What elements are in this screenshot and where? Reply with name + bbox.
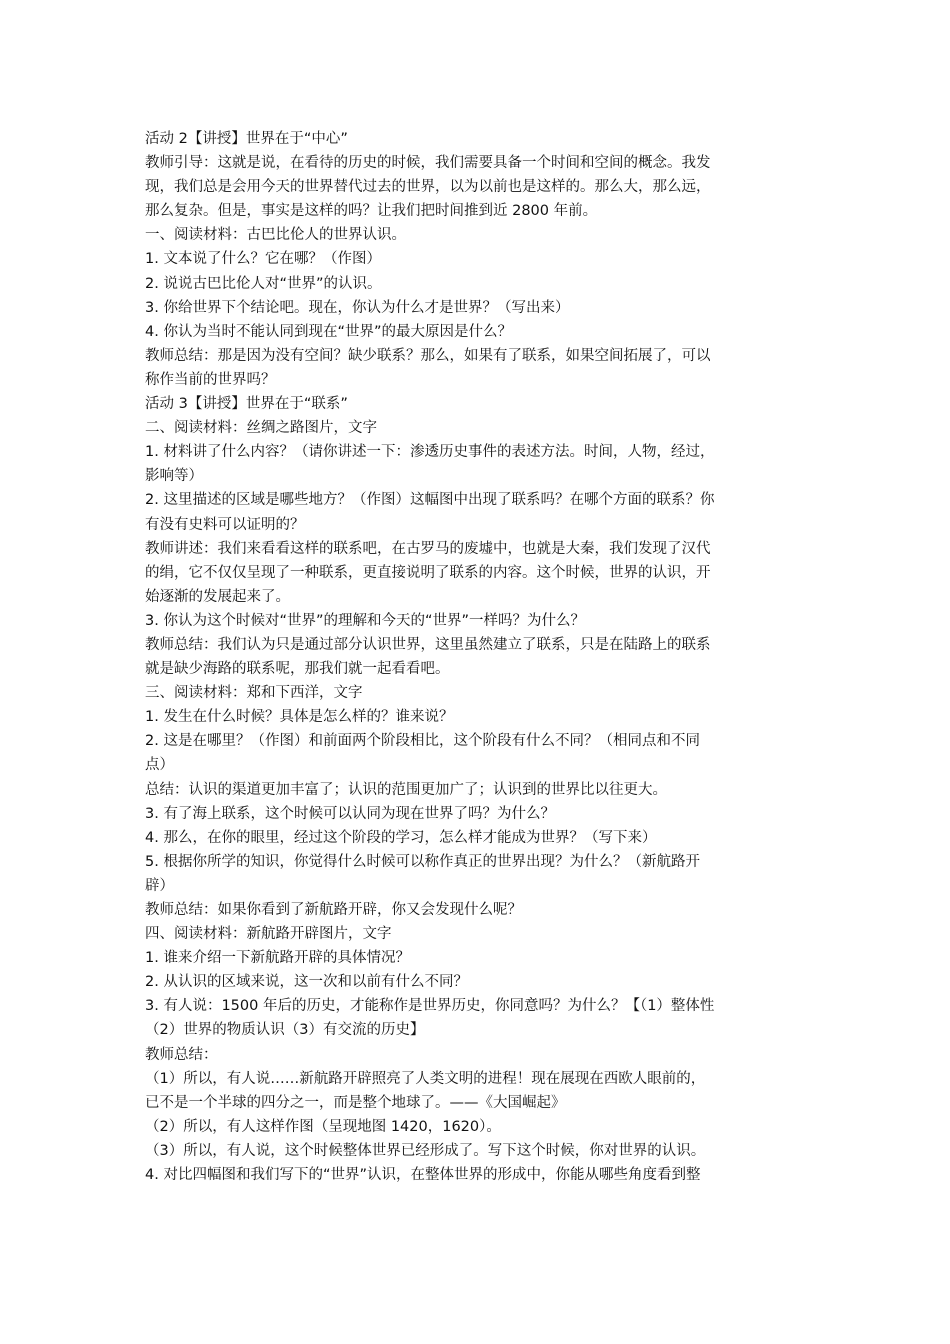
text-line: 2. 从认识的区域来说，这一次和以前有什么不同？ — [145, 974, 468, 991]
document-page — [145, 127, 817, 1187]
text-line: 2. 这是在哪里？（作图）和前面两个阶段相比，这个阶段有什么不同？（相同点和不同 — [145, 733, 700, 750]
text-line: 2. 说说古巴比伦人对“世界”的认识。 — [145, 275, 382, 292]
text-line: 3. 有人说：1500 年后的历史，才能称作是世界历史，你同意吗？为什么？【（1）整体性 — [145, 998, 715, 1015]
text-line: 3. 有了海上联系，这个时候可以认同为现在世界了吗？为什么？ — [145, 805, 555, 822]
text-line: 教师引导：这就是说，在看待的历史的时候，我们需要具备一个时间和空间的概念。我发 — [145, 155, 711, 172]
text-line: 3. 你认为这个时候对“世界”的理解和今天的“世界”一样吗？为什么？ — [145, 612, 585, 629]
text-line: 1. 谁来介绍一下新航路开辟的具体情况？ — [145, 950, 410, 967]
text-line: 教师总结：如果你看到了新航路开辟，你又会发现什么呢？ — [145, 902, 522, 918]
text-line: 教师总结：那是因为没有空间？缺少联系？那么，如果有了联系，如果空间拓展了，可以 — [145, 347, 711, 364]
text-line: 3. 你给世界下个结论吧。现在，你认为什么才是世界？（写出来） — [145, 299, 570, 316]
text-line: 5. 根据你所学的知识，你觉得什么时候可以称作真正的世界出现？为什么？（新航路开 — [145, 853, 700, 870]
text-line: 教师总结： — [145, 1046, 218, 1063]
text-line: 有没有史料可以证明的？ — [145, 516, 305, 533]
text-line: 4. 对比四幅图和我们写下的“世界”认识，在整体世界的形成中，你能从哪些角度看到整 — [145, 1167, 701, 1184]
text-line: （3）所以，有人说，这个时候整体世界已经形成了。写下这个时候，你对世界的认识。 — [145, 1142, 706, 1159]
text-line: 1. 发生在什么时候？具体是怎么样的？谁来说？ — [145, 709, 454, 726]
text-line: （1）所以，有人说……新航路开辟照亮了人类文明的进程！现在展现在西欧人眼前的， — [145, 1070, 706, 1087]
text-line: 始逐渐的发展起来了。 — [145, 588, 290, 605]
text-line: 活动 3【讲授】世界在于“联系” — [145, 396, 348, 413]
text-line: 教师讲述：我们来看看这样的联系吧，在古罗马的废墟中，也就是大秦，我们发现了汉代 — [145, 540, 711, 557]
text-line: 总结：认识的渠道更加丰富了；认识的范围更加广了；认识到的世界比以往更大。 — [145, 781, 667, 798]
text-line: 活动 2【讲授】世界在于“中心” — [145, 131, 348, 147]
text-line: 那么复杂。但是，事实是这样的吗？让我们把时间推到近 2800 年前。 — [145, 203, 598, 220]
text-line: （2）世界的物质认识（3）有交流的历史】 — [145, 1022, 425, 1039]
text-line: 一、阅读材料：古巴比伦人的世界认识。 — [145, 227, 406, 244]
text-line: 称作当前的世界吗？ — [145, 371, 276, 388]
text-line: 三、阅读材料：郑和下西洋，文字 — [145, 685, 363, 702]
text-line: 二、阅读材料：丝绸之路图片，文字 — [145, 420, 377, 437]
text-line: 影响等） — [145, 468, 203, 485]
text-line: 1. 文本说了什么？它在哪？（作图） — [145, 251, 381, 268]
text-line: 4. 那么，在你的眼里，经过这个阶段的学习，怎么样才能成为世界？（写下来） — [145, 829, 657, 846]
text-line: 就是缺少海路的联系呢，那我们就一起看看吧。 — [145, 661, 450, 678]
text-line: 现，我们总是会用今天的世界替代过去的世界，以为以前也是这样的。那么大，那么远， — [145, 179, 711, 196]
text-line: 2. 这里描述的区域是哪些地方？（作图）这幅图中出现了联系吗？在哪个方面的联系？你 — [145, 492, 715, 509]
text-line: 已不是一个半球的四分之一，而是整个地球了。——《大国崛起》 — [145, 1094, 566, 1111]
text-line: 1. 材料讲了什么内容？（请你讲述一下：渗透历史事件的表述方法。时间，人物，经过， — [145, 444, 715, 461]
text-line: 四、阅读材料：新航路开辟图片，文字 — [145, 926, 392, 943]
text-line: 教师总结：我们认为只是通过部分认识世界，这里虽然建立了联系，只是在陆路上的联系 — [145, 636, 711, 653]
text-line: 点） — [145, 757, 174, 774]
text-line: （2）所以，有人这样作图（呈现地图 1420，1620）。 — [145, 1118, 501, 1135]
text-line: 4. 你认为当时不能认同到现在“世界”的最大原因是什么？ — [145, 323, 512, 340]
text-line: 的绢，它不仅仅呈现了一种联系，更直接说明了联系的内容。这个时候，世界的认识，开 — [145, 564, 711, 581]
text-line: 辟） — [145, 877, 174, 894]
